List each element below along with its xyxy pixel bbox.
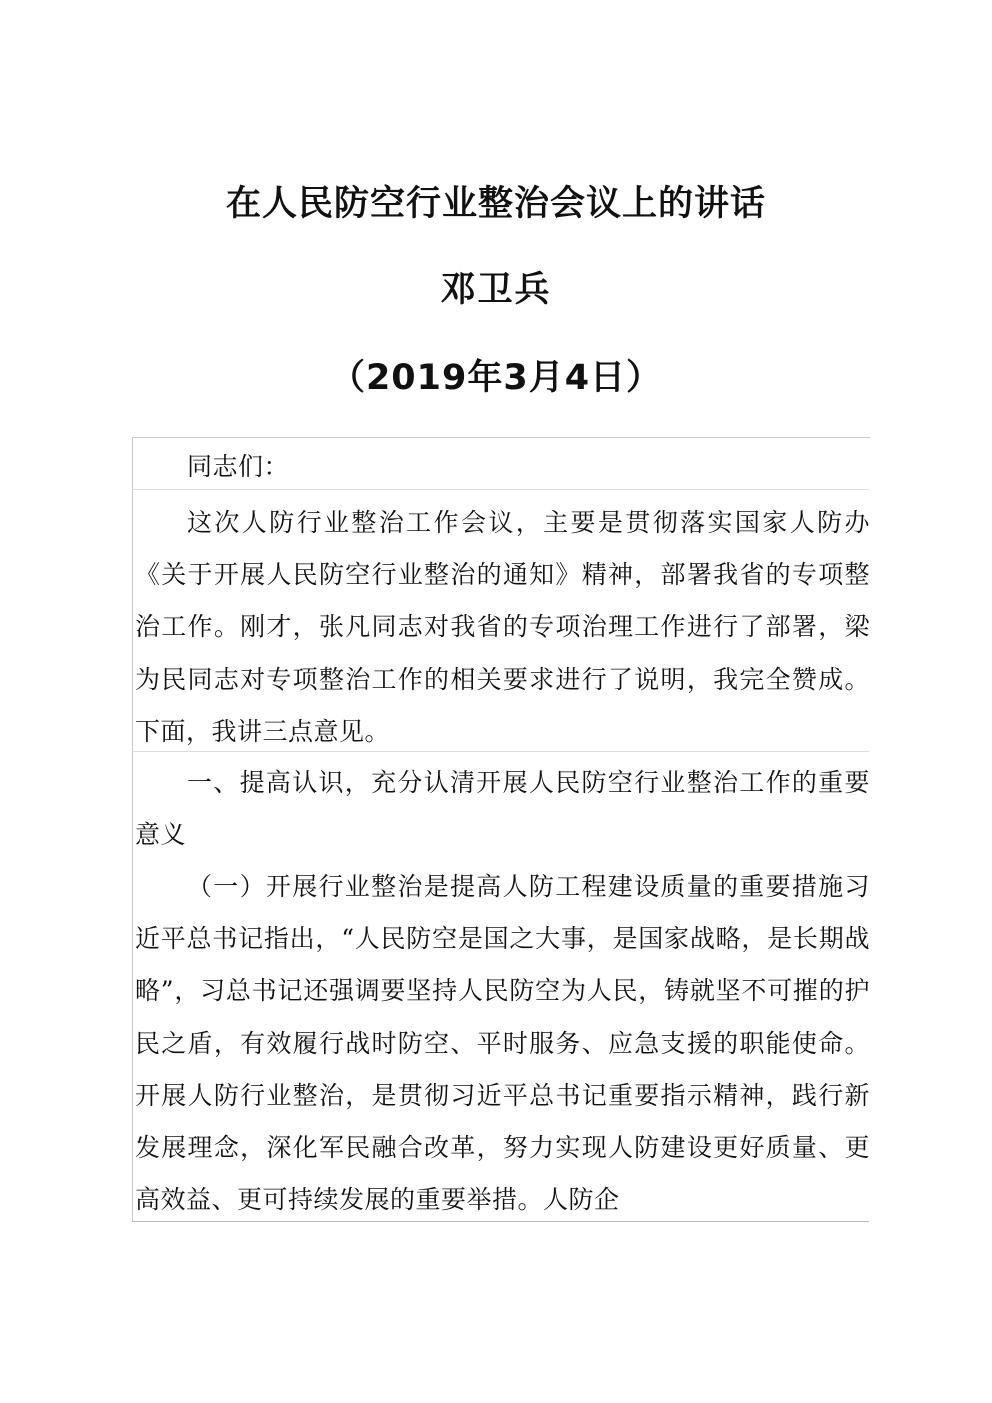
intro-paragraph: 这次人防行业整治工作会议，主要是贯彻落实国家人防办《关于开展人民防空行业整治的通知》精神，部署我省的专项整治工作。刚才，张凡同志对我省的专项治理工作进行了部署，梁为民同志对专项整治工作的相关要求进行了说明，我完全赞成。下面，我讲三点意见。 [135, 508, 870, 746]
section-heading-1: 一、提高认识，充分认清开展人民防空行业整治工作的重要意义 [135, 768, 870, 850]
greeting-paragraph: 同志们： [187, 452, 290, 481]
document-title: 在人民防空行业整治会议上的讲话 [225, 184, 766, 224]
document-author: 邓卫兵 [440, 270, 552, 310]
subsection-paragraph-1: （一）开展行业整治是提高人防工程建设质量的重要措施习近平总书记指出，“人民防空是国之大事，是国家战略，是长期战略”，习总书记还强调要坚持人民防空为人民，铸就坚不可摧的护民之盾，有效履行战时防空、平时服务、应急支援的职能使命。开展人防行业整治，是贯彻习近平总书记重要指示精神，践行新发展理念，深化军民融合改革，努力实现人防建设更好质量、更高效益、更可持续发展的重要举措。人防企 [135, 872, 870, 1215]
document-date: （2019年3月4日） [329, 358, 663, 398]
